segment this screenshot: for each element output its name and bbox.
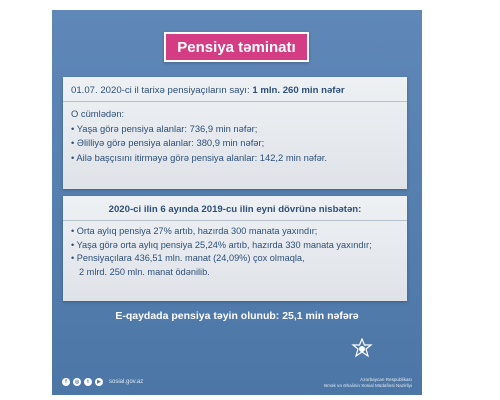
list-item: • Ailə başçısını itirməyə görə pensiya alanlar: 142,2 min nəfər. bbox=[71, 151, 328, 163]
infographic-poster bbox=[52, 10, 422, 395]
pensioners-count-label: 01.07. 2020-ci il tarixə pensiyaçıların sayı: bbox=[71, 85, 253, 96]
twitter-icon[interactable]: t bbox=[84, 378, 92, 386]
instagram-icon[interactable]: ◎ bbox=[74, 379, 80, 385]
e-service-summary: E-qaydada pensiya təyin olunub: 25,1 min nəfərə bbox=[115, 310, 359, 322]
list-item: • Yaşa görə orta aylıq pensiya 25,24% artıb, hazırda 330 manata yaxındır; bbox=[71, 239, 372, 250]
pensioners-count-header bbox=[63, 85, 407, 102]
comparison-card bbox=[63, 196, 407, 301]
ministry-line1: Azərbaycan Respublikası bbox=[360, 377, 412, 382]
pensioners-count-card bbox=[63, 77, 407, 189]
list-item: • Yaşa görə pensiya alanlar: 736,9 min nəfər; bbox=[71, 122, 258, 134]
list-item: • Əlilliyə görə pensiya alanlar: 380,9 min nəfər; bbox=[71, 137, 265, 148]
website-link[interactable]: sosial.gov.az bbox=[109, 379, 144, 385]
page-title: Pensiya təminatı bbox=[164, 32, 309, 62]
list-item: • Orta aylıq pensiya 27% artıb, hazırda 300 manata yaxındır; bbox=[71, 226, 318, 236]
ministry-name bbox=[292, 377, 412, 389]
ministry-line2: Əmək və Əhalinin Sosial Müdafiəsi Nazirliyi bbox=[323, 383, 412, 388]
comparison-header: 2020-ci ilin 6 ayında 2019-cu ilin eyni dövrünə nisbətən: bbox=[63, 204, 407, 221]
list-item: • Pensiyaçılara 436,51 mln. manat (24,09%) çox olmaqla, bbox=[71, 253, 305, 263]
facebook-icon[interactable]: f bbox=[62, 378, 70, 386]
ministry-emblem-icon bbox=[350, 338, 374, 362]
youtube-icon[interactable]: ▶ bbox=[95, 378, 103, 386]
footer-social bbox=[62, 378, 143, 386]
pensioners-count-value: 1 mln. 260 min nəfər bbox=[252, 85, 345, 96]
list-item-continuation: 2 mlrd. 250 mln. manat ödənilib. bbox=[79, 266, 210, 277]
card1-intro: O cümlədən: bbox=[71, 108, 125, 119]
